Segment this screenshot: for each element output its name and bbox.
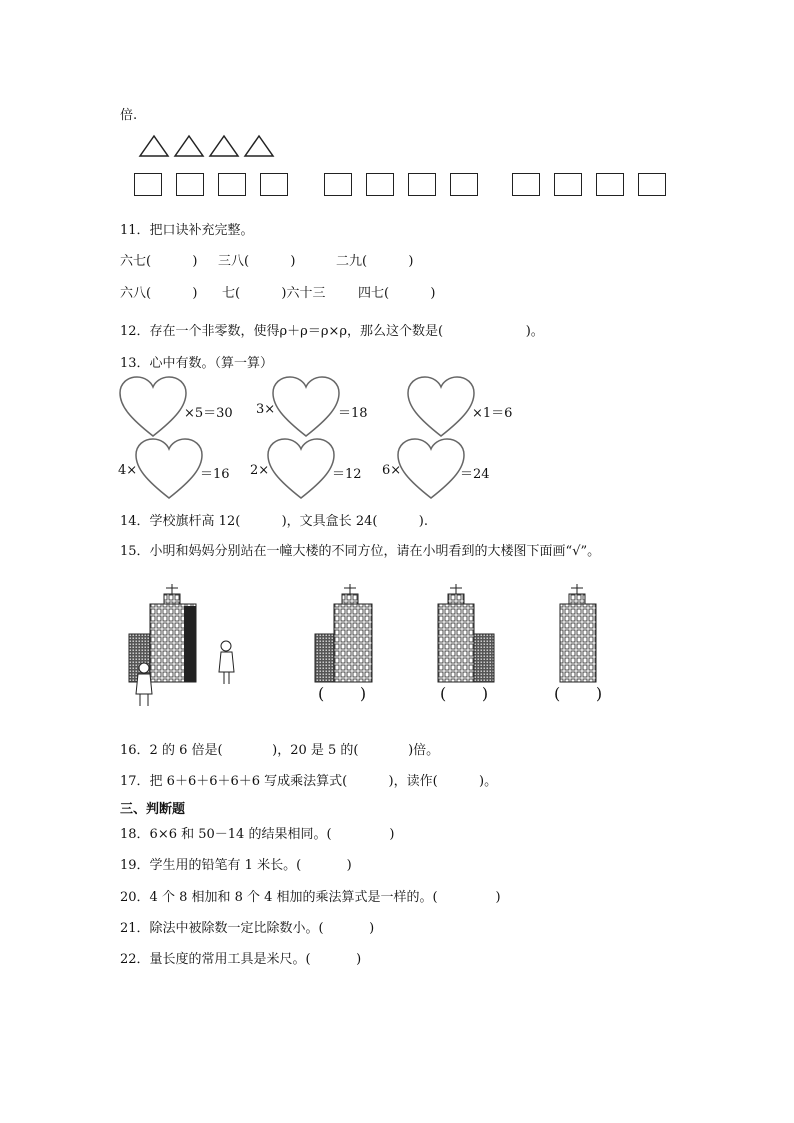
triangle-row [138,133,278,163]
square-icon [366,173,394,196]
question-13-prompt: 13．心中有数。（算一算） [120,356,274,371]
question-16: 16．2 的 6 倍是( )，20 是 5 的( )倍。 [120,743,440,758]
question-17: 17．把 6＋6＋6＋6＋6 写成乘法算式( )，读作( )。 [120,774,498,789]
heart-suffix: ＝12 [332,467,362,482]
q11-item: 七( )六十三 [222,286,326,301]
building-scene-icon [126,580,246,712]
square-icon [450,173,478,196]
heart-item [266,438,336,500]
heart-icon [134,438,204,500]
building-option-1-icon [310,580,380,686]
square-icon [638,173,666,196]
square-icon [512,173,540,196]
square-icon [218,173,246,196]
heart-item [134,438,204,500]
heart-suffix: ×1＝6 [472,406,513,421]
question-14: 14．学校旗杆高 12( )，文具盒长 24( ). [120,514,428,529]
square-icon [596,173,624,196]
heart-icon [406,376,476,438]
question-18: 18．6×6 和 50－14 的结果相同。( ) [120,827,395,842]
building-option-3-icon [552,580,612,686]
answer-bracket[interactable]: ( ) [440,684,489,703]
q11-item: 六七( ) [120,254,198,269]
heart-prefix: 3× [256,402,276,417]
question-15-prompt: 15．小明和妈妈分别站在一幢大楼的不同方位，请在小明看到的大楼图下面画“√”。 [120,544,601,559]
square-icon [554,173,582,196]
question-10-tail: 倍. [120,108,138,123]
q11-item: 三八( ) [218,254,296,269]
square-icon [134,173,162,196]
square-icon [260,173,288,196]
question-22: 22．量长度的常用工具是米尺。( ) [120,952,362,967]
square-icon [408,173,436,196]
question-21: 21．除法中被除数一定比除数小。( ) [120,921,375,936]
heart-suffix: ＝24 [460,467,490,482]
heart-item [271,376,341,438]
heart-item [396,438,466,500]
q11-item: 二九( ) [336,254,414,269]
question-19: 19．学生用的铅笔有 1 米长。( ) [120,858,352,873]
heart-item [118,376,188,438]
q11-item: 六八( ) [120,286,198,301]
square-icon [324,173,352,196]
q11-item: 四七( ) [358,286,436,301]
heart-suffix: ＝18 [338,406,368,421]
heart-icon [271,376,341,438]
question-12: 12．存在一个非零数，使得ρ＋ρ＝ρ×ρ，那么这个数是( )。 [120,324,544,339]
heart-prefix: 6× [382,463,402,478]
heart-prefix: 2× [250,463,270,478]
heart-suffix: ×5＝30 [184,406,233,421]
answer-bracket[interactable]: ( ) [554,684,603,703]
heart-prefix: 4× [118,463,138,478]
triangle-icon [138,133,278,159]
heart-icon [266,438,336,500]
heart-item [406,376,476,438]
question-20: 20．4 个 8 相加和 8 个 4 相加的乘法算式是一样的。( ) [120,890,501,905]
section-heading: 三、判断题 [120,802,186,817]
building-option-2-icon [432,580,502,686]
heart-suffix: ＝16 [200,467,230,482]
square-icon [176,173,204,196]
answer-bracket[interactable]: ( ) [318,684,367,703]
heart-icon [396,438,466,500]
question-11-prompt: 11．把口诀补充完整。 [120,223,254,238]
heart-icon [118,376,188,438]
